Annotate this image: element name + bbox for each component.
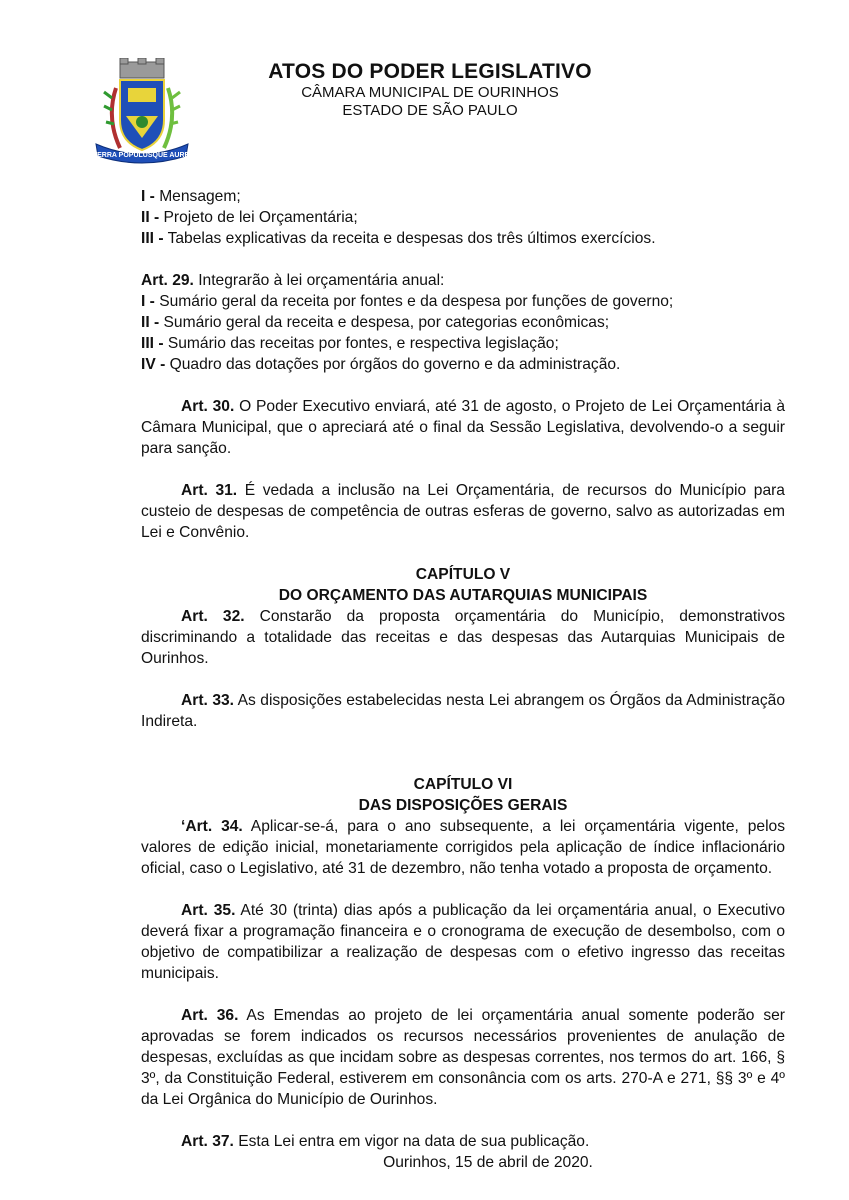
list-item: I - Mensagem; [141, 188, 241, 205]
chapter-5-title: CAPÍTULO V [415, 566, 511, 583]
header-title: ATOS DO PODER LEGISLATIVO [268, 60, 592, 83]
article-36: Art. 36. As Emendas ao projeto de lei orçamentária anual somente poderão ser aprovadas se forem indicados os recursos necessários provenientes de anulação de despesas, excluídas as que incidam sobre as despesas correntes, nos termos do art. 166, § 3º, da Constituição Federal, estiverem em consonância com os arts. 270-A e 271, §§ 3º e 4º da Lei Orgânica do Município de Ourinhos. [141, 1007, 785, 1108]
article-32: Art. 32. Constarão da proposta orçamentária do Município, demonstrativos discriminando a totalidade das receitas e das despesas das Autarquias Municipais de Ourinhos. [141, 608, 785, 667]
list-item: IV - Quadro das dotações por órgãos do governo e da administração. [141, 356, 621, 373]
header-subtitle-state: ESTADO DE SÃO PAULO [342, 102, 518, 119]
chapter-6-title: CAPÍTULO VI [413, 776, 513, 793]
article-35: Art. 35. Até 30 (trinta) dias após a publicação da lei orçamentária anual, o Executivo deverá fixar a programação financeira e o cronograma de execução de desembolso, com o objetivo de compatibilizar a realização de despesas com o efetivo ingresso das receitas municipais. [141, 902, 785, 982]
article-34: ‘Art. 34. Aplicar-se-á, para o ano subsequente, a lei orçamentária vigente, pelos valores de edição inicial, monetariamente corrigidos pela aplicação de índice inflacionário oficial, caso o Legislativo, até 31 de dezembro, não tenha votado a proposta de orçamento. [141, 818, 786, 877]
article-33: Art. 33. As disposições estabelecidas nesta Lei abrangem os Órgãos da Administração Indireta. [141, 692, 785, 730]
article-30: Art. 30. O Poder Executivo enviará, até 31 de agosto, o Projeto de Lei Orçamentária à Câmara Municipal, que o apreciará até o final da Sessão Legislativa, devolvendo-o a seguir para sanção. [141, 398, 785, 457]
document-body [141, 186, 785, 1173]
list-item: II - Sumário geral da receita e despesa, por categorias econômicas; [141, 314, 610, 331]
list-item: III - Tabelas explicativas da receita e despesas dos três últimos exercícios. [141, 230, 656, 247]
coat-of-arms-icon [90, 58, 194, 166]
header-subtitle-chamber: CÂMARA MUNICIPAL DE OURINHOS [301, 84, 559, 101]
article-31: Art. 31. É vedada a inclusão na Lei Orçamentária, de recursos do Município para custeio de despesas de competência de outras esferas de governo, salvo as autorizadas em Lei e Convênio. [141, 482, 785, 541]
emblem-motto: TERRA POPULUSQUE AUREI [92, 152, 192, 159]
signature-place-date: Ourinhos, 15 de abril de 2020. [383, 1154, 593, 1171]
document-header [200, 60, 660, 120]
article-37: Art. 37. Esta Lei entra em vigor na data de sua publicação. [181, 1133, 590, 1150]
list-item: III - Sumário das receitas por fontes, e respectiva legislação; [141, 335, 559, 352]
list-item: I - Sumário geral da receita por fontes e da despesa por funções de governo; [141, 293, 674, 310]
chapter-5-subtitle: DO ORÇAMENTO DAS AUTARQUIAS MUNICIPAIS [278, 587, 648, 604]
article-29: Art. 29. Integrarão à lei orçamentária anual: [141, 272, 445, 289]
chapter-6-subtitle: DAS DISPOSIÇÕES GERAIS [358, 797, 568, 814]
list-item: II - Projeto de lei Orçamentária; [141, 209, 358, 226]
